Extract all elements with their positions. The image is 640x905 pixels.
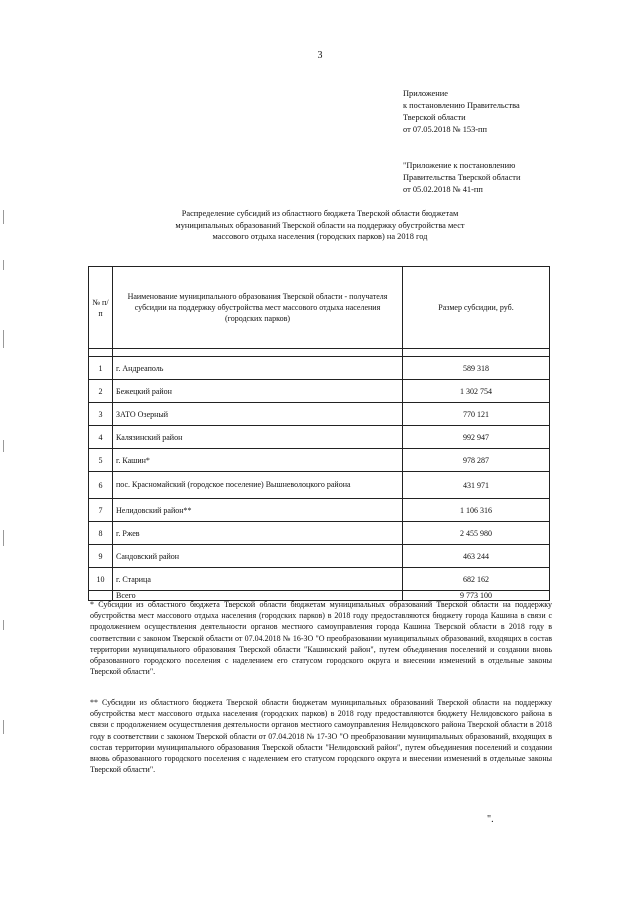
row-amount: 992 947 [403, 426, 550, 449]
row-number: 4 [89, 426, 113, 449]
row-number: 7 [89, 499, 113, 522]
footnote-nelidovo: ** Субсидии из областного бюджета Тверской области бюджетам муниципальных образований Тверской области на поддержку обустройства мест массового отдыха населения (городских парков) в 2018 году предоставляются бюджету Нелидовского района в связи с продолжением осуществления деятельности органов местного самоуправления Нелидовского района Тверской области в 2018 году в соответствии с законом Тверской области от 07.04.2018 № 17-ЗО "О преобразовании муниципальных образований, входящих в состав территории муниципального образования Тверской области "Нелидовский район", путем объединения поселений и создании вновь образованного городского поселения с наделением его статусом городского округа и внесении изменений в отдельные законы Тверской области". [90, 698, 552, 775]
appendix-line: Правительства Тверской области [403, 173, 521, 182]
table-row [89, 522, 550, 545]
row-amount: 431 971 [403, 472, 550, 499]
row-name: г. Ржев [113, 522, 403, 545]
row-name: Нелидовский район** [113, 499, 403, 522]
table-row [89, 472, 550, 499]
row-amount: 1 106 316 [403, 499, 550, 522]
header-amount: Размер субсидии, руб. [403, 267, 550, 349]
table-row [89, 357, 550, 380]
page-number: 3 [317, 50, 323, 61]
row-number: 3 [89, 403, 113, 426]
appendix-line: "Приложение к постановлению [403, 161, 516, 170]
subsidy-table [88, 266, 550, 601]
row-number: 6 [89, 472, 113, 499]
appendix-header-original [403, 160, 520, 196]
row-amount: 770 121 [403, 403, 550, 426]
row-name: ЗАТО Озерный [113, 403, 403, 426]
table-row [89, 403, 550, 426]
row-amount: 978 287 [403, 449, 550, 472]
table-row [89, 380, 550, 403]
row-amount: 2 455 980 [403, 522, 550, 545]
row-number: 2 [89, 380, 113, 403]
row-name: Калязинский район [113, 426, 403, 449]
row-number: 1 [89, 357, 113, 380]
row-amount: 1 302 754 [403, 380, 550, 403]
row-number: 8 [89, 522, 113, 545]
appendix-line: от 07.05.2018 № 153-пп [403, 125, 488, 134]
row-name: г. Старица [113, 568, 403, 591]
row-name: Бежецкий район [113, 380, 403, 403]
table-row [89, 499, 550, 522]
row-amount: 589 318 [403, 357, 550, 380]
row-number: 5 [89, 449, 113, 472]
table-row [89, 568, 550, 591]
table-row [89, 449, 550, 472]
footnote-kashin: * Субсидии из областного бюджета Тверской области бюджетам муниципальных образований Тверской области на поддержку обустройства мест массового отдыха населения (городских парков) в 2018 году предоставляются бюджету города Кашина в связи с продолжением осуществления деятельности органов местного самоуправления города Кашина Тверской области в 2018 году в соответствии с законом Тверской области от 07.04.2018 № 16-ЗО "О преобразовании муниципальных образований, входящих в состав территории муниципального образования Тверской области "Кашинский район", путем объединения поселений и создании вновь образованного городского поселения с наделением его статусом городского округа и внесении изменений в отдельные законы Тверской области". [90, 600, 552, 677]
total-amount: 9 773 100 [403, 591, 550, 601]
header-number: № п/п [89, 267, 113, 349]
row-number: 10 [89, 568, 113, 591]
row-amount: 682 162 [403, 568, 550, 591]
table-header-row [89, 267, 550, 349]
appendix-header-current [403, 88, 520, 136]
document-title [120, 208, 520, 243]
row-name: пос. Красномайский (городское поселение) Вышневолоцкого района [113, 472, 403, 499]
appendix-line: к постановлению Правительства [403, 101, 520, 110]
table-row [89, 545, 550, 568]
title-line: муниципальных образований Тверской области на поддержку обустройства мест [175, 220, 465, 230]
appendix-line: Приложение [403, 89, 448, 98]
row-amount: 463 244 [403, 545, 550, 568]
total-label: Всего [113, 591, 403, 601]
row-name: Сандовский район [113, 545, 403, 568]
closing-quote: ". [487, 814, 494, 825]
scan-margin-marks [3, 200, 7, 800]
table-row [89, 426, 550, 449]
title-line: массового отдыха населения (городских парков) на 2018 год [212, 232, 428, 241]
header-name: Наименование муниципального образования Тверской области - получателя субсидии на поддержку обустройства мест массового отдыха населения (городских парков) [113, 267, 403, 349]
row-name: г. Кашин* [113, 449, 403, 472]
row-name: г. Андреаполь [113, 357, 403, 380]
appendix-line: Тверской области [403, 113, 466, 122]
row-number: 9 [89, 545, 113, 568]
appendix-line: от 05.02.2018 № 41-пп [403, 185, 483, 194]
title-line: Распределение субсидий из областного бюджета Тверской области бюджетам [181, 209, 459, 218]
